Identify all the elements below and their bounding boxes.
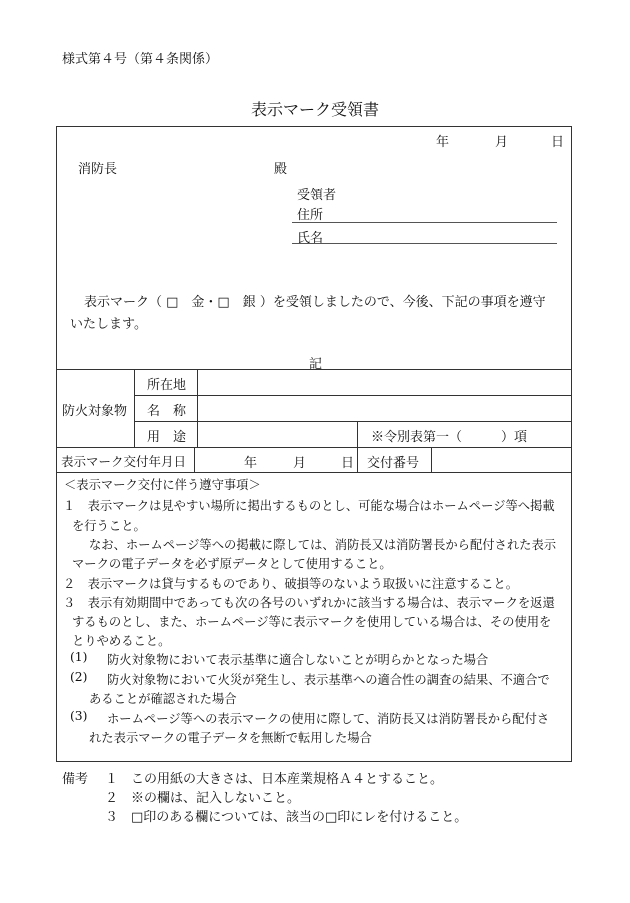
table-line	[197, 369, 198, 447]
table-line	[134, 421, 572, 422]
location-label: 所在地	[147, 378, 187, 393]
sub-item-1-text: 防火対象物において表示基準に適合しないことが明らかとなった場合	[107, 653, 489, 667]
sub-item-3-number: (3)	[70, 709, 88, 723]
table-line	[134, 395, 572, 396]
remark-1-number: １	[105, 772, 119, 787]
issue-number-label: 交付番号	[367, 456, 420, 471]
compliance-item-1-line-4: マークの電子データを必ず原データとして使用すること。	[72, 557, 392, 571]
compliance-item-3-line-3: とりやめること。	[72, 634, 171, 648]
sub-item-1-number: (1)	[70, 650, 88, 664]
statement-line-2: いたします。	[70, 317, 147, 332]
object-name-label: 名 称	[147, 404, 187, 419]
table-line	[357, 421, 358, 447]
page-title: 表示マーク受領書	[250, 100, 379, 119]
ki-label: 記	[309, 357, 323, 372]
sub-item-3-line-1: ホームページ等への表示マークの使用に際して、消防長又は消防署長から配付さ	[107, 712, 550, 726]
table-line	[357, 447, 358, 472]
remark-3-text: □印のある欄については、該当の□印にレを付けること。	[131, 810, 468, 825]
table-line	[134, 369, 135, 447]
honorific-label: 殿	[274, 162, 288, 177]
recipient-heading: 受領者	[297, 188, 337, 203]
remark-1-text: この用紙の大きさは、日本産業規格Ａ４とすること。	[131, 772, 444, 787]
statement-line-1: 表示マーク（ □ 金・□ 銀 ）を受領しましたので、今後、下記の事項を遵守	[84, 295, 546, 310]
issue-date-label: 表示マーク交付年月日	[61, 454, 187, 469]
table-line	[56, 472, 572, 473]
table-line	[56, 447, 572, 448]
date-year-label: 年	[436, 135, 450, 150]
object-label: 防火対象物	[62, 404, 128, 419]
sub-item-2-number: (2)	[70, 670, 88, 684]
issue-day-label: 日	[341, 456, 355, 471]
date-day-label: 日	[551, 135, 565, 150]
compliance-item-2: ２ 表示マークは貸与するものであり、破損等のないよう取扱いに注意すること。	[63, 577, 518, 591]
remark-3-number: ３	[105, 810, 119, 825]
sub-item-3-line-2: れた表示マークの電子データを無断で転用した場合	[89, 731, 372, 745]
form-number: 様式第４号（第４条関係）	[62, 52, 219, 67]
date-month-label: 月	[495, 135, 509, 150]
issue-month-label: 月	[293, 456, 307, 471]
compliance-item-1-line-3: なお、ホームページ等への掲載に際しては、消防長又は消防署長から配付された表示	[89, 538, 557, 552]
issue-year-label: 年	[244, 456, 258, 471]
remarks-label: 備考	[62, 772, 89, 787]
chief-label: 消防長	[78, 162, 118, 177]
compliance-item-1-line-1: １ 表示マークは見やすい場所に掲出するものとし、可能な場合はホームページ等へ掲載	[63, 499, 555, 513]
sub-item-2-line-2: あることが確認された場合	[89, 692, 237, 706]
remark-2-text: ※の欄は、記入しないこと。	[131, 791, 301, 806]
table-line	[194, 447, 195, 472]
order-class-label: ※令別表第一（ ）項	[371, 430, 528, 445]
name-label: 氏名	[297, 231, 324, 246]
compliance-heading: ＜表示マーク交付に伴う遵守事項＞	[64, 478, 261, 492]
compliance-item-1-line-2: を行うこと。	[72, 519, 146, 533]
remark-2-number: ２	[105, 791, 119, 806]
address-underline	[292, 222, 557, 223]
table-line	[431, 447, 432, 472]
address-label: 住所	[297, 208, 324, 223]
compliance-item-3-line-2: するものとし、また、ホームページ等に表示マークを使用している場合は、その使用を	[72, 615, 552, 629]
name-underline	[292, 243, 557, 244]
sub-item-2-line-1: 防火対象物において火災が発生し、表示基準への適合性の調査の結果、不適合で	[107, 673, 550, 687]
use-label: 用 途	[147, 430, 187, 445]
compliance-item-3-line-1: ３ 表示有効期間中であっても次の各号のいずれかに該当する場合は、表示マークを返還	[63, 596, 555, 610]
